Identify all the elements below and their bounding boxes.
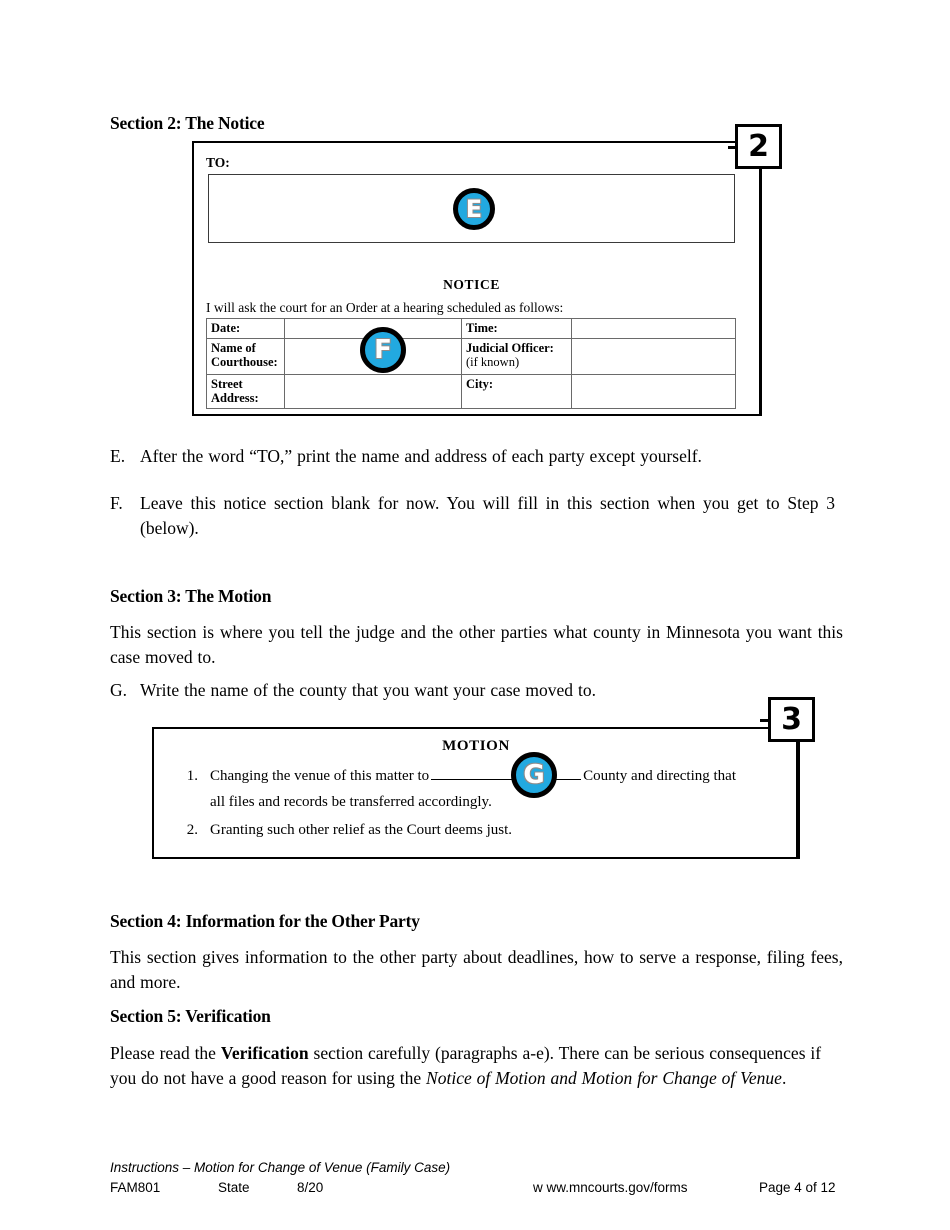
- section-3-intro: This section is where you tell the judge and the other parties what county in Minnesota you want this case moved to.: [110, 622, 843, 667]
- motion-item-1-line2: all files and records be transferred accordingly.: [210, 794, 492, 810]
- footer-form-number: FAM801: [110, 1180, 161, 1195]
- cell-label-street-address: Street Address:: [207, 375, 285, 409]
- instruction-g: [110, 678, 845, 703]
- county-blank-field[interactable]: [431, 766, 581, 780]
- cell-label-time: Time:: [462, 319, 572, 339]
- judicial-officer-sublabel: (if known): [466, 355, 520, 369]
- motion-item-1-line1: [210, 763, 796, 789]
- motion-item-2-text: Granting such other relief as the Court deems just.: [210, 822, 513, 838]
- cell-value-judicial-officer[interactable]: [572, 339, 736, 375]
- motion-title: MOTION: [442, 738, 510, 754]
- section-4-heading: Section 4: Information for the Other Party: [110, 911, 420, 931]
- verification-text-part1: Please read the: [110, 1043, 221, 1063]
- cell-value-time[interactable]: [572, 319, 736, 339]
- cell-label-city: City:: [462, 375, 572, 409]
- footer-revision: 8/20: [297, 1180, 324, 1195]
- step-2-connector-vertical: [759, 146, 762, 416]
- footer-website: w ww.mncourts.gov/forms: [533, 1180, 688, 1195]
- step-badge-3: 3: [768, 697, 815, 742]
- instruction-g-text: Write the name of the county that you want your case moved to.: [140, 680, 597, 700]
- table-row: [207, 339, 736, 375]
- instruction-f: [110, 491, 835, 541]
- notice-title: NOTICE: [443, 277, 500, 292]
- step-badge-2: 2: [735, 124, 782, 169]
- instruction-e: [110, 444, 845, 469]
- table-row: [207, 375, 736, 409]
- judicial-officer-label: Judicial Officer:: [466, 341, 554, 355]
- footer-scope: State: [218, 1180, 250, 1195]
- hearing-table: [206, 318, 736, 409]
- cell-value-street-address[interactable]: [285, 375, 462, 409]
- section-3-heading: Section 3: The Motion: [110, 586, 272, 606]
- motion-item-1-number: 1.: [186, 768, 198, 784]
- callout-marker-f: F: [360, 327, 406, 373]
- instruction-e-letter: E.: [110, 446, 126, 466]
- verification-bold-term: Verification: [220, 1043, 309, 1063]
- cell-label-date: Date:: [207, 319, 285, 339]
- callout-marker-g: G: [511, 752, 557, 798]
- callout-marker-e: E: [453, 188, 495, 230]
- instruction-f-text: Leave this notice section blank for now. You will fill in this section when you get to Step 3 (below).: [140, 493, 835, 538]
- notice-intro-line: I will ask the court for an Order at a hearing scheduled as follows:: [206, 300, 564, 315]
- instruction-e-text: After the word “TO,” print the name and address of each party except yourself.: [140, 446, 702, 466]
- motion-item-1-text-before: Changing the venue of this matter to: [210, 768, 430, 784]
- verification-italic-form-name: Notice of Motion and Motion for Change of Venue: [426, 1068, 782, 1088]
- footer-document-title: Instructions – Motion for Change of Venue (Family Case): [110, 1160, 451, 1175]
- motion-item-2: [176, 817, 796, 843]
- cell-value-city[interactable]: [572, 375, 736, 409]
- section-2-heading: Section 2: The Notice: [110, 113, 265, 133]
- section-4-intro: This section gives information to the other party about deadlines, how to serve a response, filing fees, and more.: [110, 947, 843, 992]
- to-label: TO:: [206, 155, 230, 170]
- motion-item-1: [176, 763, 796, 815]
- table-row: [207, 319, 736, 339]
- motion-item-2-number: 2.: [186, 822, 198, 838]
- instruction-g-letter: G.: [110, 680, 128, 700]
- verification-text-part2: section carefully (paragraphs a-e). There can be serious consequences if you do not have a good reason for using the: [110, 1043, 822, 1088]
- footer-page-number: Page 4 of 12: [759, 1180, 836, 1195]
- cell-label-judicial-officer: [462, 339, 572, 375]
- cell-label-courthouse: Name of Courthouse:: [207, 339, 285, 375]
- section-5-paragraph: [110, 1041, 830, 1091]
- section-5-heading: Section 5: Verification: [110, 1006, 271, 1026]
- motion-item-1-text-after: County and directing that: [583, 768, 737, 784]
- instruction-f-letter: F.: [110, 493, 123, 513]
- verification-text-part3: .: [781, 1068, 787, 1088]
